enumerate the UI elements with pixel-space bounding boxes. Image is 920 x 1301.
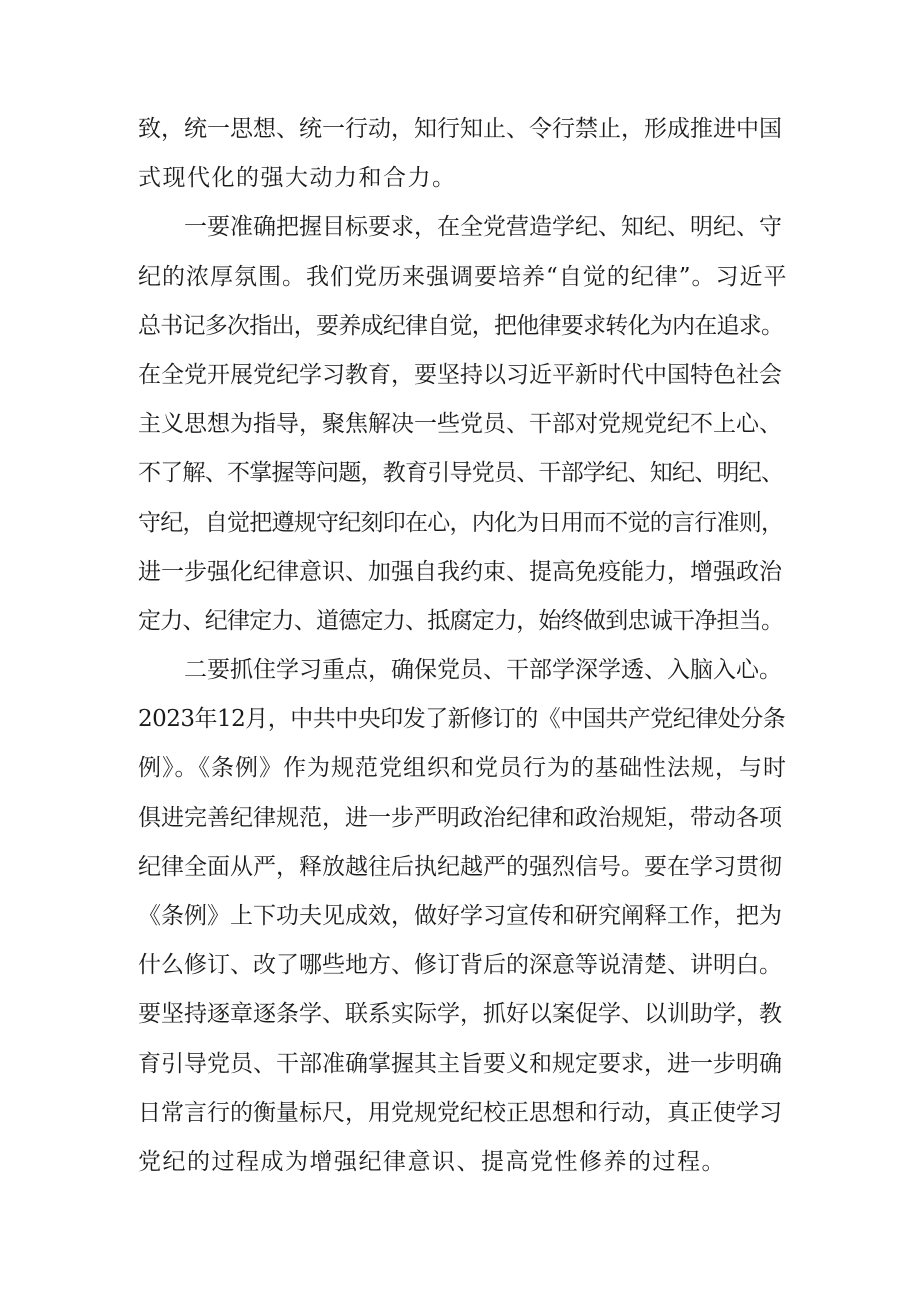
text-line: 进一步强化纪律意识、加强自我约束、提高免疫能力，增强政治 xyxy=(138,558,782,585)
text-line: 日常言行的衡量标尺，用党规党纪校正思想和行动，真正使学习 xyxy=(138,1099,782,1126)
text-line: 定力、纪律定力、道德定力、抵腐定力，始终做到忠诚干净担当。 xyxy=(138,607,784,634)
text-line: 主义思想为指导，聚焦解决一些党员、干部对党规党纪不上心、 xyxy=(138,411,782,438)
paragraph-start-line: 二要抓住学习重点，确保党员、干部学深学透、入脑入心。 xyxy=(184,657,782,684)
text-line: 什么修订、改了哪些地方、修订背后的深意等说清楚、讲明白。 xyxy=(138,952,782,979)
text-line: 守纪，自觉把遵规守纪刻印在心，内化为日用而不觉的言行准则， xyxy=(138,509,784,536)
document-body xyxy=(138,105,788,1187)
text-line: 总书记多次指出，要养成纪律自觉，把他律要求转化为内在追求。 xyxy=(138,312,784,339)
text-line: 致，统一思想、统一行动，知行知止、令行禁止，形成推进中国 xyxy=(138,116,782,142)
text-line: 在全党开展党纪学习教育，要坚持以习近平新时代中国特色社会 xyxy=(138,361,782,388)
text-line: 纪的浓厚氛围。我们党历来强调要培养“自觉的纪律”。习近平 xyxy=(138,263,788,290)
text-line: 要坚持逐章逐条学、联系实际学，抓好以案促学、以训助学，教 xyxy=(138,1001,782,1028)
text-line: 纪律全面从严，释放越往后执纪越严的强烈信号。要在学习贯彻 xyxy=(138,853,782,880)
text-line: 育引导党员、干部准确掌握其主旨要义和规定要求，进一步明确 xyxy=(138,1050,782,1077)
paragraph-start-line: 一要准确把握目标要求，在全党营造学纪、知纪、明纪、守 xyxy=(184,214,782,241)
text-line: 2023年12月，中共中央印发了新修订的《中国共产党纪律处分条 xyxy=(138,706,786,733)
text-line: 式现代化的强大动力和合力。 xyxy=(138,165,457,192)
text-line: 俱进完善纪律规范，进一步严明政治纪律和政治规矩，带动各项 xyxy=(138,804,782,831)
text-line: 例》。《条例》作为规范党组织和党员行为的基础性法规，与时 xyxy=(138,755,787,782)
text-line: 《条例》上下功夫见成效，做好学习宣传和研究阐释工作，把为 xyxy=(138,903,782,929)
text-line: 党纪的过程成为增强纪律意识、提高党性修养的过程。 xyxy=(138,1148,726,1175)
text-line: 不了解、不掌握等问题，教育引导党员、干部学纪、知纪、明纪、 xyxy=(138,460,784,487)
